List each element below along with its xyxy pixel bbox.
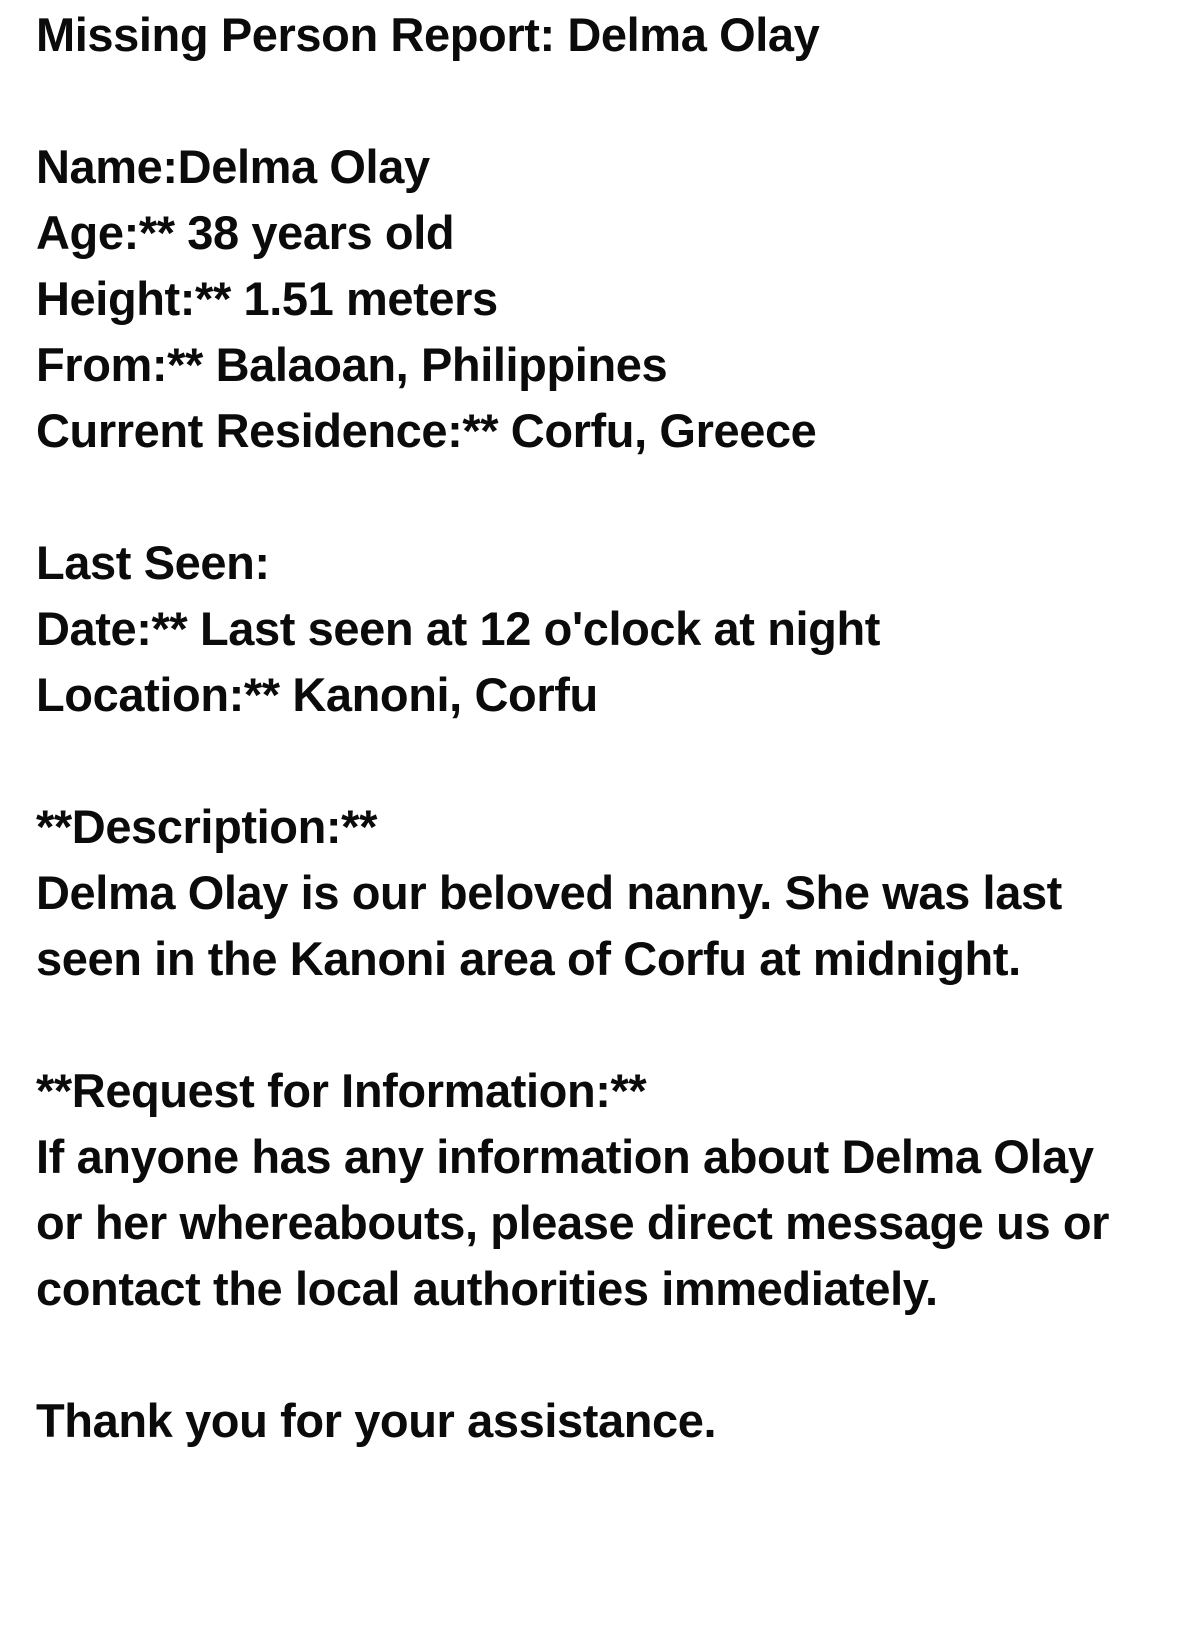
text-line: Thank you for your assistance.	[36, 1394, 717, 1447]
request-for-information-block	[36, 1058, 1143, 1322]
text-line: **Description:**	[36, 800, 377, 853]
last-seen-block	[36, 530, 1143, 728]
report-sections	[36, 68, 1143, 1454]
text-line: Age:** 38 years old	[36, 206, 455, 259]
closing-block	[36, 1388, 1143, 1454]
report-body	[36, 0, 1143, 1454]
text-line: Last Seen:	[36, 536, 270, 589]
text-line: Location:** Kanoni, Corfu	[36, 668, 598, 721]
description-block	[36, 794, 1143, 992]
blank-line	[36, 464, 1143, 530]
text-line: Current Residence:** Corfu, Greece	[36, 404, 817, 457]
text-line: Date:** Last seen at 12 o'clock at night	[36, 602, 881, 655]
blank-line	[36, 728, 1143, 794]
details-block	[36, 134, 1143, 464]
text-line: Delma Olay is our beloved nanny. She was last seen in the Kanoni area of Corfu at midnight.	[36, 866, 1075, 985]
blank-line	[36, 992, 1143, 1058]
text-line: From:** Balaoan, Philippines	[36, 338, 668, 391]
text-line: Height:** 1.51 meters	[36, 272, 498, 325]
blank-line	[36, 1322, 1143, 1388]
text-line: **Request for Information:**	[36, 1064, 647, 1117]
blank-line	[36, 68, 1143, 134]
text-line: Name:Delma Olay	[36, 140, 430, 193]
page-title: Missing Person Report: Delma Olay	[36, 8, 820, 61]
text-line: If anyone has any information about Delma Olay or her whereabouts, please direct message us or contact the local authorities immediately.	[36, 1130, 1122, 1315]
